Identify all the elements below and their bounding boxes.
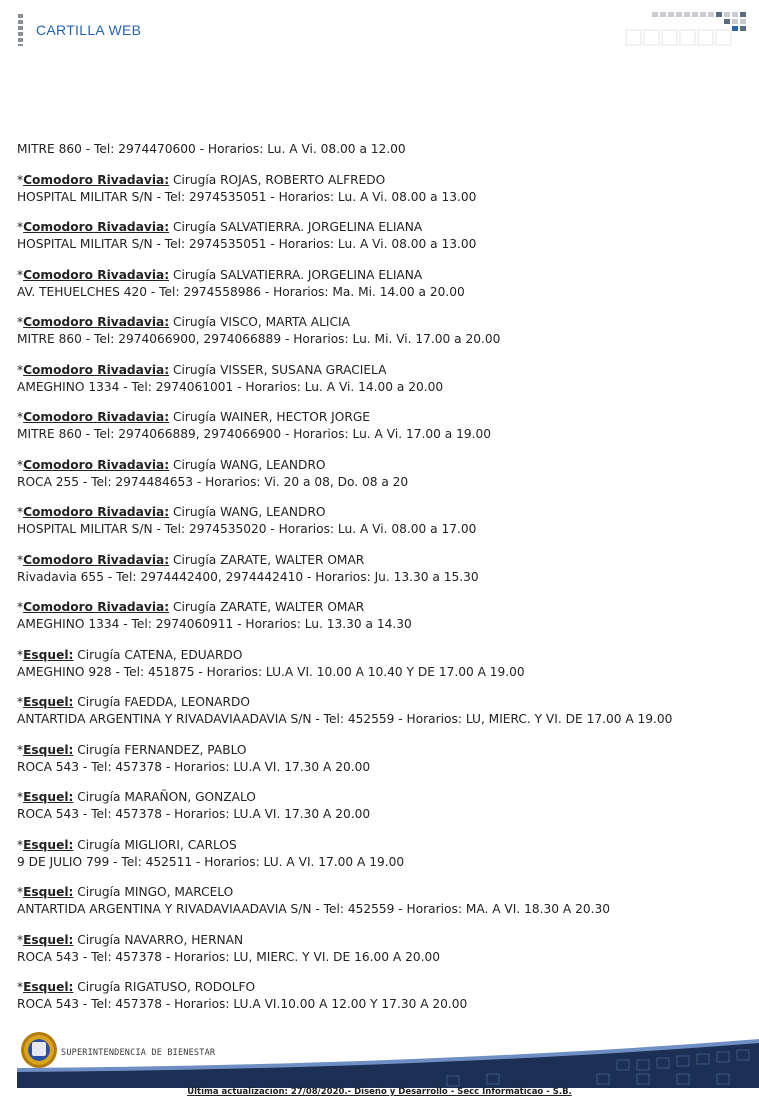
header-squares-decoration xyxy=(624,10,749,48)
entry-address: AMEGHINO 1334 - Tel: 2974060911 - Horarios: Lu. 13.30 a 14.30 xyxy=(17,617,412,631)
entry-doctor: Cirugía RIGATUSO, RODOLFO xyxy=(73,980,256,994)
entry-city: Comodoro Rivadavia: xyxy=(23,220,170,234)
entry-address: HOSPITAL MILITAR S/N - Tel: 2974535020 - Horarios: Lu. A Vi. 08.00 a 17.00 xyxy=(17,522,477,536)
page-header xyxy=(0,0,759,60)
entry-address: ROCA 543 - Tel: 457378 - Horarios: LU.A VI. 17.30 A 20.00 xyxy=(17,807,371,821)
list-item xyxy=(17,837,747,871)
entry-heading: *Comodoro Rivadavia: Cirugía VISCO, MARTA ALICIA xyxy=(17,315,350,329)
entry-heading: *Esquel: Cirugía MARAÑON, GONZALO xyxy=(17,790,256,804)
list-item xyxy=(17,884,747,918)
list-item xyxy=(17,789,747,823)
entry-address: AMEGHINO 1334 - Tel: 2974061001 - Horarios: Lu. A Vi. 14.00 a 20.00 xyxy=(17,379,444,394)
page-footer xyxy=(17,1030,759,1088)
list-item xyxy=(17,314,747,348)
entry-city: Esquel: xyxy=(23,837,74,852)
entry-heading: *Comodoro Rivadavia: Cirugía ZARATE, WALTER OMAR xyxy=(17,552,365,567)
entry-doctor: Cirugía CATENA, EDUARDO xyxy=(73,647,243,662)
entry-doctor: Cirugía ROJAS, ROBERTO ALFREDO xyxy=(169,172,386,187)
list-item xyxy=(17,742,747,776)
entry-city: Esquel: xyxy=(23,695,74,709)
list-item xyxy=(17,267,747,301)
entry-doctor: Cirugía SALVATIERRA. JORGELINA ELIANA xyxy=(169,220,423,234)
entry-address: AV. TEHUELCHES 420 - Tel: 2974558986 - Horarios: Ma. Mi. 14.00 a 20.00 xyxy=(17,284,465,299)
entry-heading: *Comodoro Rivadavia: Cirugía SALVATIERRA. JORGELINA ELIANA xyxy=(17,220,423,234)
list-item xyxy=(17,647,747,681)
list-item xyxy=(17,979,747,1013)
entry-address: MITRE 860 - Tel: 2974066900, 2974066889 - Horarios: Lu. Mi. Vi. 17.00 a 20.00 xyxy=(17,332,501,346)
entry-address: ROCA 543 - Tel: 457378 - Horarios: LU, MIERC. Y VI. DE 16.00 A 20.00 xyxy=(17,949,440,964)
list-item xyxy=(17,409,747,443)
entry-heading: *Comodoro Rivadavia: Cirugía ZARATE, WALTER OMAR xyxy=(17,600,365,614)
entry-heading: *Comodoro Rivadavia: Cirugía WAINER, HECTOR JORGE xyxy=(17,410,370,424)
list-item xyxy=(17,504,747,538)
entry-city: Esquel: xyxy=(23,742,74,757)
last-update-note: Última actualización: 27/08/2020.- Diseño y Desarrollo - Secc Informáticao - S.B. xyxy=(187,1087,572,1097)
entry-doctor: Cirugía MINGO, MARCELO xyxy=(73,885,234,899)
entry-city: Comodoro Rivadavia: xyxy=(23,362,170,377)
entry-city: Comodoro Rivadavia: xyxy=(23,410,170,424)
entry-heading: *Esquel: Cirugía FAEDDA, LEONARDO xyxy=(17,695,250,709)
entry-heading: *Comodoro Rivadavia: Cirugía SALVATIERRA. JORGELINA ELIANA xyxy=(17,267,423,282)
entry-address: MITRE 860 - Tel: 2974470600 - Horarios: Lu. A Vi. 08.00 a 12.00 xyxy=(17,142,406,156)
entry-city: Esquel: xyxy=(23,885,74,899)
entry-city: Comodoro Rivadavia: xyxy=(23,600,170,614)
list-item xyxy=(17,599,747,633)
directory-list xyxy=(17,141,747,1027)
entry-city: Esquel: xyxy=(23,790,74,804)
entry-address: Rivadavia 655 - Tel: 2974442400, 2974442410 - Horarios: Ju. 13.30 a 15.30 xyxy=(17,569,479,584)
list-item xyxy=(17,172,747,206)
entry-address: ROCA 543 - Tel: 457378 - Horarios: LU.A VI.10.00 A 12.00 Y 17.30 A 20.00 xyxy=(17,997,468,1011)
entry-address: 9 DE JULIO 799 - Tel: 452511 - Horarios: LU. A VI. 17.00 A 19.00 xyxy=(17,854,405,869)
entry-heading: *Esquel: Cirugía RIGATUSO, RODOLFO xyxy=(17,980,256,994)
entry-heading: *Comodoro Rivadavia: Cirugía WANG, LEANDRO xyxy=(17,505,326,519)
entry-address: ANTARTIDA ARGENTINA Y RIVADAVIAADAVIA S/N - Tel: 452559 - Horarios: LU, MIERC. Y VI. DE 17.00 A 19.00 xyxy=(17,712,673,726)
list-item xyxy=(17,362,747,396)
entry-city: Comodoro Rivadavia: xyxy=(23,267,170,282)
entry-city: Comodoro Rivadavia: xyxy=(23,172,170,187)
entry-heading: *Esquel: Cirugía FERNANDEZ, PABLO xyxy=(17,742,247,757)
entry-city: Esquel: xyxy=(23,932,74,947)
entry-city: Comodoro Rivadavia: xyxy=(23,505,170,519)
entry-doctor: Cirugía ZARATE, WALTER OMAR xyxy=(169,600,365,614)
entry-city: Comodoro Rivadavia: xyxy=(23,552,170,567)
entry-heading: *Comodoro Rivadavia: Cirugía WANG, LEANDRO xyxy=(17,457,326,472)
entry-city: Esquel: xyxy=(23,647,74,662)
entry-doctor: Cirugía SALVATIERRA. JORGELINA ELIANA xyxy=(169,267,423,282)
entry-doctor: Cirugía MARAÑON, GONZALO xyxy=(73,790,256,804)
organization-name: SUPERINTENDENCIA DE BIENESTAR xyxy=(61,1048,216,1058)
entry-doctor: Cirugía WAINER, HECTOR JORGE xyxy=(169,410,370,424)
entry-address: HOSPITAL MILITAR S/N - Tel: 2974535051 - Horarios: Lu. A Vi. 08.00 a 13.00 xyxy=(17,237,477,251)
entry-heading: *Esquel: Cirugía MINGO, MARCELO xyxy=(17,885,234,899)
footer-band-decoration xyxy=(17,1030,759,1088)
entry-heading: *Esquel: Cirugía NAVARRO, HERNAN xyxy=(17,932,244,947)
entry-heading: *Esquel: Cirugía MIGLIORI, CARLOS xyxy=(17,837,237,852)
organization-seal-icon xyxy=(21,1032,57,1068)
entry-city: Comodoro Rivadavia: xyxy=(23,457,170,472)
header-bar-decoration xyxy=(18,14,23,46)
list-item xyxy=(17,457,747,491)
entry-doctor: Cirugía WANG, LEANDRO xyxy=(169,457,326,472)
list-item xyxy=(17,141,747,158)
entry-address: AMEGHINO 928 - Tel: 451875 - Horarios: LU.A VI. 10.00 A 10.40 Y DE 17.00 A 19.00 xyxy=(17,664,525,679)
list-item xyxy=(17,694,747,728)
page-title: CARTILLA WEB xyxy=(36,22,142,38)
entry-doctor: Cirugía VISCO, MARTA ALICIA xyxy=(169,315,350,329)
entry-address: ROCA 255 - Tel: 2974484653 - Horarios: Vi. 20 a 08, Do. 08 a 20 xyxy=(17,474,409,489)
entry-doctor: Cirugía FAEDDA, LEONARDO xyxy=(73,695,250,709)
entry-address: ANTARTIDA ARGENTINA Y RIVADAVIAADAVIA S/N - Tel: 452559 - Horarios: MA. A VI. 18.30 A 20.30 xyxy=(17,902,610,916)
entry-doctor: Cirugía MIGLIORI, CARLOS xyxy=(73,837,237,852)
entry-heading: *Comodoro Rivadavia: Cirugía ROJAS, ROBERTO ALFREDO xyxy=(17,172,386,187)
entry-doctor: Cirugía ZARATE, WALTER OMAR xyxy=(169,552,365,567)
entry-heading: *Esquel: Cirugía CATENA, EDUARDO xyxy=(17,647,243,662)
entry-city: Esquel: xyxy=(23,980,74,994)
entry-address: ROCA 543 - Tel: 457378 - Horarios: LU.A VI. 17.30 A 20.00 xyxy=(17,759,371,774)
entry-doctor: Cirugía WANG, LEANDRO xyxy=(169,505,326,519)
list-item xyxy=(17,932,747,966)
entry-address: MITRE 860 - Tel: 2974066889, 2974066900 - Horarios: Lu. A Vi. 17.00 a 19.00 xyxy=(17,427,491,441)
entry-doctor: Cirugía NAVARRO, HERNAN xyxy=(73,932,244,947)
entry-heading: *Comodoro Rivadavia: Cirugía VISSER, SUSANA GRACIELA xyxy=(17,362,387,377)
entry-doctor: Cirugía FERNANDEZ, PABLO xyxy=(73,742,247,757)
list-item xyxy=(17,552,747,586)
entry-city: Comodoro Rivadavia: xyxy=(23,315,170,329)
entry-address: HOSPITAL MILITAR S/N - Tel: 2974535051 - Horarios: Lu. A Vi. 08.00 a 13.00 xyxy=(17,189,477,204)
entry-doctor: Cirugía VISSER, SUSANA GRACIELA xyxy=(169,362,387,377)
list-item xyxy=(17,219,747,253)
